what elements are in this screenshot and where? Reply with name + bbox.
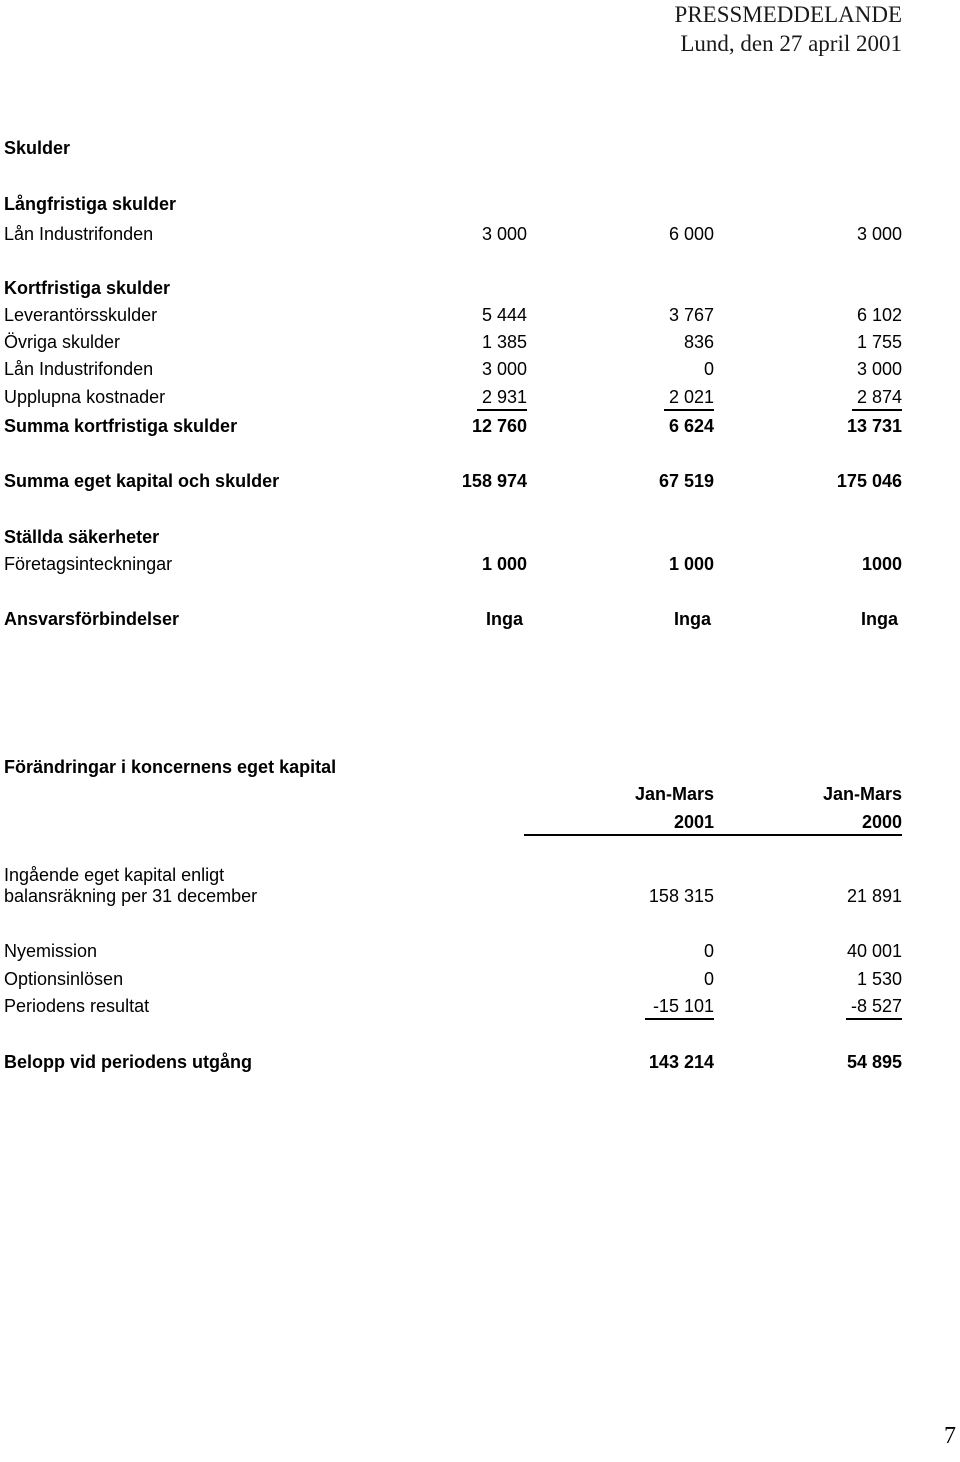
document-date: Lund, den 27 april 2001 [680,31,902,56]
cell-value: 3 000 [856,359,902,379]
row-label: Företagsinteckningar [4,554,173,574]
equity-heading: Förändringar i koncernens eget kapital [4,757,337,777]
row-label: Lån Industrifonden [4,359,154,379]
row-label: Ingående eget kapital enligt [4,865,225,885]
cell-value: -8 527 [850,996,902,1016]
row-label: Nyemission [4,941,98,961]
row-label: Leverantörsskulder [4,305,158,325]
column-header-year: 2001 [673,812,714,832]
page-number: 7 [944,1423,956,1449]
sum-label: Summa kortfristiga skulder [4,416,238,436]
cell-value: 2 874 [856,387,902,407]
underline [645,1018,714,1020]
cell-value: 158 315 [648,886,714,906]
cell-value: -15 101 [652,996,714,1016]
cell-value: 836 [683,332,714,352]
cell-value: 3 000 [481,359,527,379]
row-label: Upplupna kostnader [4,387,166,407]
ansvar-label: Ansvarsförbindelser [4,609,180,629]
cell-value: Inga [673,609,711,629]
column-header-period: Jan-Mars [634,784,714,804]
sum-value: 13 731 [846,416,902,436]
cell-value: 2 931 [481,387,527,407]
cell-value: Inga [860,609,898,629]
underline [846,1018,902,1020]
cell-value: 3 000 [481,224,527,244]
total-value: 175 046 [836,471,902,491]
cell-value: 0 [703,969,714,989]
cell-value: Inga [485,609,523,629]
sum-value: 6 624 [668,416,714,436]
cell-value: 6 102 [856,305,902,325]
cell-value: 1 385 [481,332,527,352]
column-header-year: 2000 [861,812,902,832]
cell-value: 21 891 [846,886,902,906]
cell-value: 5 444 [481,305,527,325]
cell-value: 0 [703,359,714,379]
total-value: 158 974 [461,471,527,491]
total-label: Summa eget kapital och skulder [4,471,280,491]
cell-value: 1 530 [856,969,902,989]
subheading-langfristiga: Långfristiga skulder [4,194,177,214]
document-header [675,0,902,58]
underline [852,409,902,411]
document-title: PRESSMEDDELANDE [674,2,902,27]
subheading-stallda: Ställda säkerheter [4,527,160,547]
row-label: Periodens resultat [4,996,150,1016]
cell-value: 1000 [861,554,902,574]
cell-value: 6 000 [668,224,714,244]
cell-value: 3 767 [668,305,714,325]
total-value: 67 519 [658,471,714,491]
row-label: Övriga skulder [4,332,121,352]
cell-value: 3 000 [856,224,902,244]
section-heading-skulder: Skulder [4,138,71,158]
cell-value: 0 [703,941,714,961]
underline [664,409,714,411]
row-label: balansräkning per 31 december [4,886,258,906]
underline [477,409,527,411]
column-header-period: Jan-Mars [822,784,902,804]
closing-label: Belopp vid periodens utgång [4,1052,253,1072]
sum-value: 12 760 [471,416,527,436]
cell-value: 2 021 [668,387,714,407]
row-label: Optionsinlösen [4,969,124,989]
cell-value: 40 001 [846,941,902,961]
cell-value: 1 000 [668,554,714,574]
header-rule [524,834,902,836]
closing-value: 54 895 [846,1052,902,1072]
row-label: Lån Industrifonden [4,224,154,244]
subheading-kortfristiga: Kortfristiga skulder [4,278,171,298]
closing-value: 143 214 [648,1052,714,1072]
cell-value: 1 000 [481,554,527,574]
cell-value: 1 755 [856,332,902,352]
